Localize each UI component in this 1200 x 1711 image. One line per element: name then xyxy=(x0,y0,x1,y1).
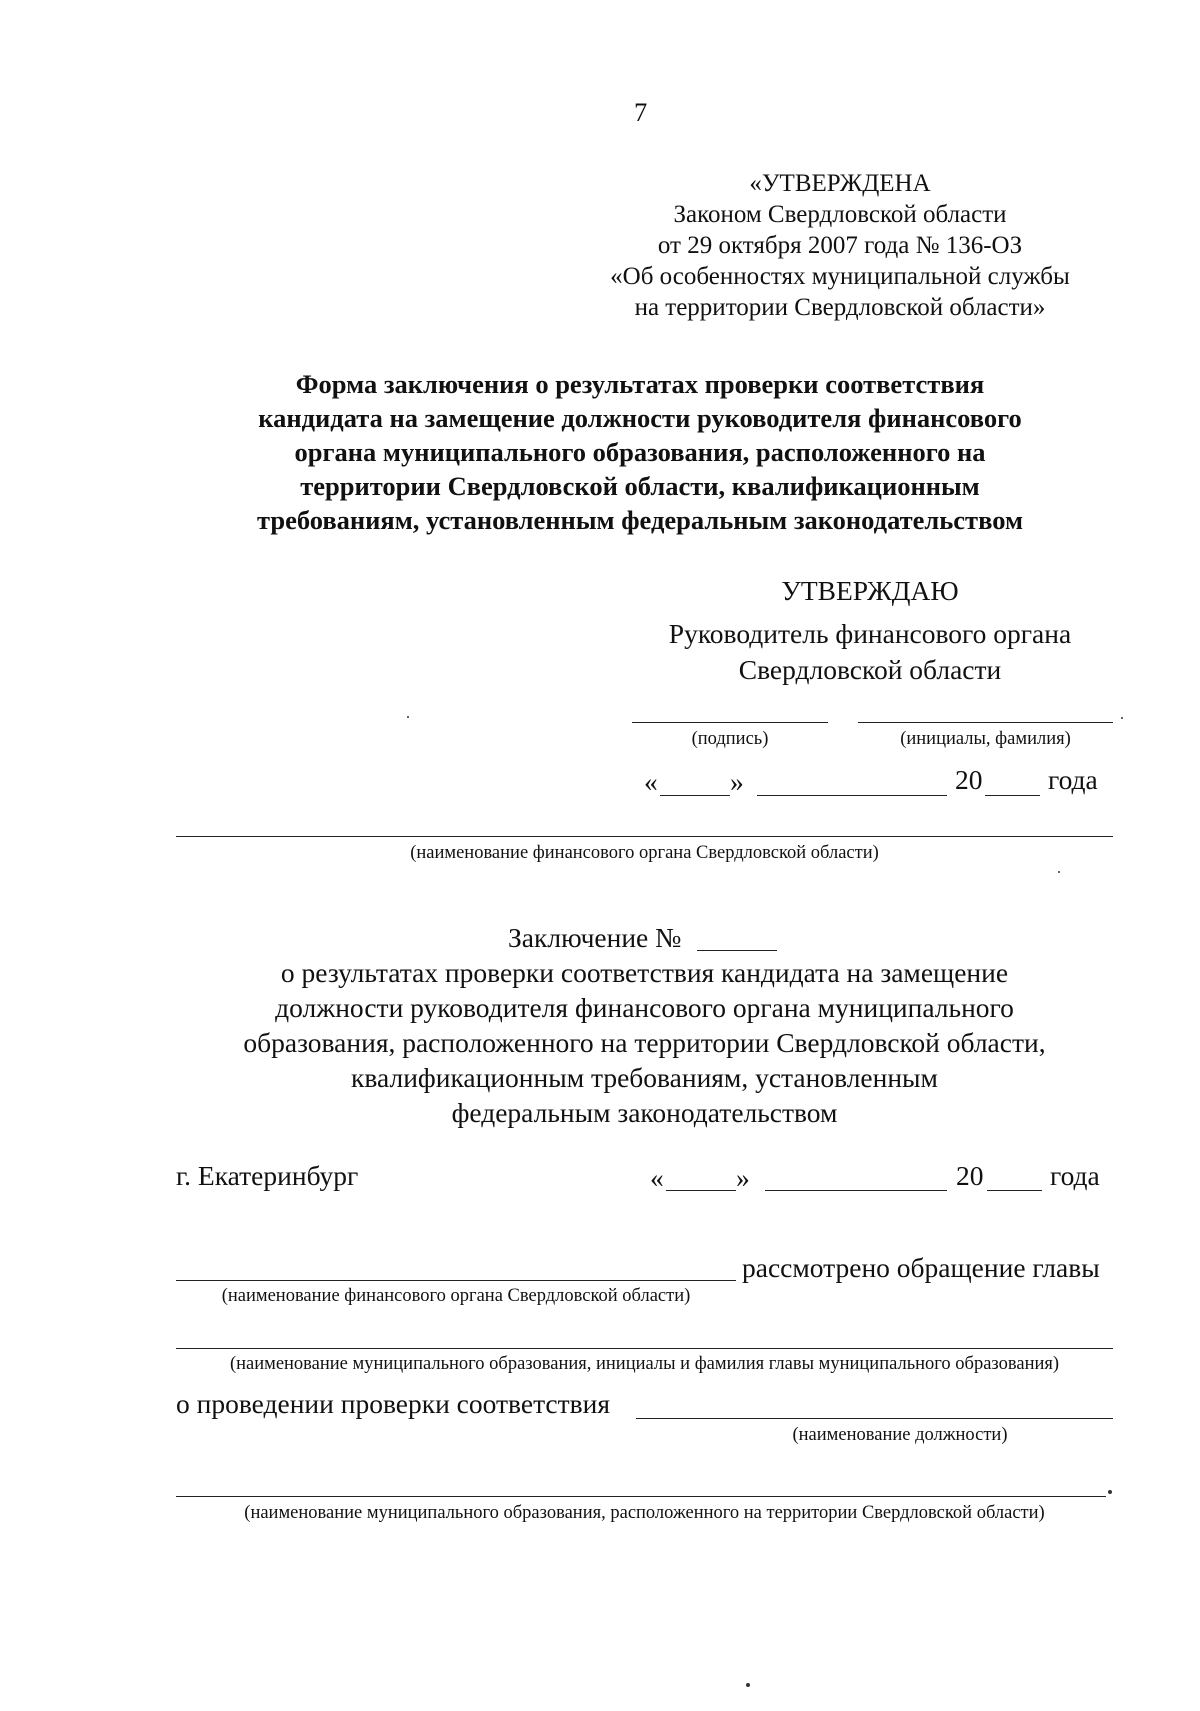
city-label: г. Екатеринбург xyxy=(176,1160,359,1191)
scan-speck xyxy=(1121,717,1123,719)
municipality-line[interactable] xyxy=(176,1496,1106,1497)
municipality-caption: (наименование муниципального образования, расположенного на территории Свердловской области) xyxy=(244,1503,1045,1523)
date-day-line[interactable] xyxy=(666,1190,736,1191)
approval-header-line: «Об особенностях муниципальной службы xyxy=(610,263,1070,290)
date-year-prefix: 20 xyxy=(955,764,983,795)
conclusion-number-label: Заключение № xyxy=(508,922,682,953)
date-year-line[interactable] xyxy=(987,1190,1042,1191)
reviewed-text: рассмотрено обращение главы xyxy=(742,1252,1100,1283)
position-caption: (наименование должности) xyxy=(792,1425,1008,1445)
signature-caption: (подпись) xyxy=(691,729,769,749)
approval-header-line: Законом Свердловской области xyxy=(673,201,1007,228)
form-title-line: требованиям, установленным федеральным законодательством xyxy=(256,505,1023,535)
page-number: 7 xyxy=(634,97,648,127)
name-caption: (инициалы, фамилия) xyxy=(900,729,1071,749)
org-name-caption: (наименование финансового органа Свердловской области) xyxy=(410,843,879,863)
conclusion-line: о результатах проверки соответствия кандидата на замещение xyxy=(280,957,1009,988)
scan-speck xyxy=(746,1683,750,1687)
form-title-line: Форма заключения о результатах проверки соответствия xyxy=(295,369,985,399)
signature-line[interactable] xyxy=(632,722,828,723)
conclusion-number-line[interactable] xyxy=(697,950,777,951)
approve-heading: УТВЕРЖДАЮ xyxy=(781,575,959,606)
approver-position-line: Руководитель финансового органа xyxy=(668,618,1072,649)
approval-header-line: «УТВЕРЖДЕНА xyxy=(749,170,931,197)
date-close-quote: » xyxy=(736,1162,750,1193)
form-title-line: органа муниципального образования, расположенного на xyxy=(294,437,986,467)
reviewing-org-caption: (наименование финансового органа Свердловской области) xyxy=(221,1286,691,1306)
check-text: о проведении проверки соответствия xyxy=(176,1388,610,1419)
date-year-suffix: года xyxy=(1050,1160,1100,1191)
municipality-head-caption: (наименование муниципального образования, инициалы и фамилия главы муниципального образования) xyxy=(229,1354,1060,1374)
municipality-head-line[interactable] xyxy=(176,1348,1113,1349)
date-month-line[interactable] xyxy=(757,795,947,796)
conclusion-line: квалификационным требованиям, установленным xyxy=(351,1062,938,1093)
org-name-line[interactable] xyxy=(176,836,1113,837)
name-line[interactable] xyxy=(858,722,1113,723)
approval-header-line: на территории Свердловской области» xyxy=(634,294,1046,321)
date-year-suffix: года xyxy=(1048,764,1098,795)
period-mark xyxy=(1108,1490,1112,1494)
date-open-quote: « xyxy=(650,1162,664,1193)
date-open-quote: « xyxy=(644,766,658,797)
date-month-line[interactable] xyxy=(765,1190,947,1191)
position-line[interactable] xyxy=(636,1418,1113,1419)
form-title-line: кандидата на замещение должности руководителя финансового xyxy=(258,403,1022,433)
date-day-line[interactable] xyxy=(660,795,730,796)
scan-speck xyxy=(407,716,409,718)
conclusion-line: федеральным законодательством xyxy=(451,1097,838,1128)
reviewing-org-line[interactable] xyxy=(176,1280,736,1281)
scan-speck xyxy=(1058,871,1060,873)
approver-position-line: Свердловской области xyxy=(738,654,1002,685)
conclusion-line: должности руководителя финансового органа муниципального xyxy=(275,992,1014,1023)
conclusion-line: образования, расположенного на территории Свердловской области, xyxy=(243,1027,1046,1058)
date-close-quote: » xyxy=(730,766,744,797)
date-year-prefix: 20 xyxy=(956,1160,984,1191)
date-year-line[interactable] xyxy=(985,795,1040,796)
form-title-line: территории Свердловской области, квалификационным xyxy=(300,471,980,501)
approval-header-line: от 29 октября 2007 года № 136-ОЗ xyxy=(657,232,1023,259)
